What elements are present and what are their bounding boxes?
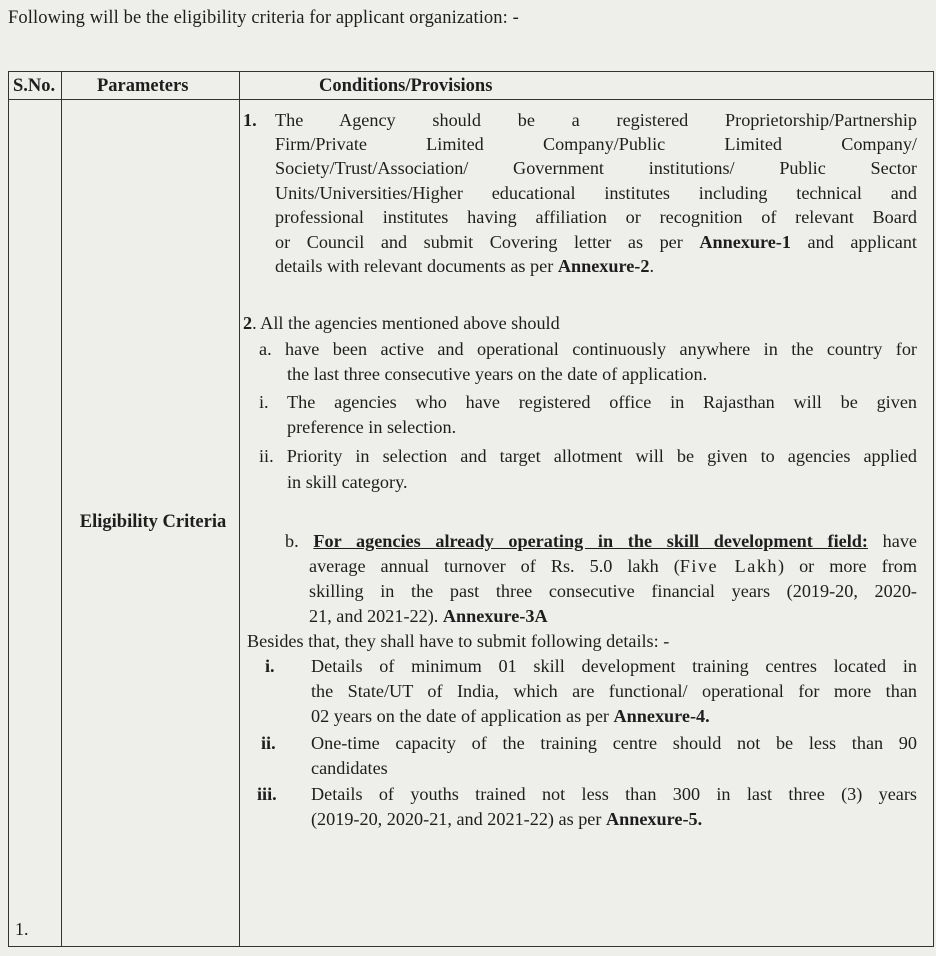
column-divider [239,72,240,946]
item-2ii-line: in skill category. [287,472,408,492]
detail-1-line: Details of minimum 01 skill development training centres located in [311,656,917,676]
item-2ii-line: ii. Priority in selection and target allotment will be given to agencies applied [259,446,917,466]
item-2a-line: a. have been active and operational continuously anywhere in the country for [259,339,917,359]
detail-2-line: candidates [311,758,388,778]
item-1-number: 1. [243,110,257,130]
annexure-ref: Annexure-3A [442,606,548,626]
row-parameter: Eligibility Criteria [79,512,227,532]
item-1-line [275,230,917,254]
text-run: details with relevant documents as per [275,256,558,276]
text-run: b. [285,531,314,551]
column-divider [61,72,62,946]
item-2b-line: skilling in the past three consecutive financial years (2019-20, 2020- [309,581,917,601]
text-run: 02 years on the date of application as per [311,706,614,726]
text-run: 21, and 2021-22). [309,606,443,626]
text-run: (2019-20, 2020-21, and 2021-22) as per [311,809,606,829]
item-1-line: The Agency should be a registered Proprietorship/Partnership [275,110,917,130]
annexure-ref: Annexure-1 [699,232,791,252]
item-1-line [275,254,654,278]
text-run: . [649,256,655,276]
detail-1-line: the State/UT of India, which are functional/ operational for more than [311,681,917,701]
item-2b-line [309,554,917,578]
detail-3-line [311,807,702,831]
item-2b-heading: For agencies already operating in the skill development field: [313,531,868,551]
annexure-ref: Annexure-4. [613,706,710,726]
annexure-ref: Annexure-5. [605,809,703,829]
header-parameters: Parameters [97,76,189,96]
annexure-ref: Annexure-2 [557,256,650,276]
text-run: average annual turnover of Rs. 5.0 lakh ( [309,556,680,576]
item-1-line: Society/Trust/Association/ Government institutions/ Public Sector [275,158,917,178]
header-divider [9,99,933,100]
item-1-line: Firm/Private Limited Company/Public Limited Company/ [275,134,917,154]
text-run: ) or more from [778,556,918,576]
text-run: . All the agencies mentioned above should [252,313,560,333]
intro-text: Following will be the eligibility criteria for applicant organization: - [8,8,519,28]
row-sno: 1. [15,919,29,939]
item-2-number: 2 [243,313,253,333]
detail-1-number: i. [265,656,275,676]
text-run: or Council and submit Covering letter as per [275,232,700,252]
detail-2-number: ii. [261,733,276,753]
item-2b-line [285,529,917,553]
text-run: and applicant [790,232,917,252]
item-2a-line: the last three consecutive years on the date of application. [287,364,708,384]
header-sno: S.No. [13,76,56,96]
text-run: have [867,531,918,551]
item-1-line: professional institutes having affiliation or recognition of relevant Board [275,207,917,227]
besides-text: Besides that, they shall have to submit following details: - [247,631,670,651]
item-2i-line: preference in selection. [287,417,457,437]
detail-3-number: iii. [257,784,277,804]
item-2-lead [243,311,560,335]
text-run: Five Lakh [679,556,779,576]
header-conditions: Conditions/Provisions [319,76,493,96]
detail-2-line: One-time capacity of the training centre should not be less than 90 [311,733,917,753]
eligibility-table [8,71,934,947]
item-1-line: Units/Universities/Higher educational institutes including technical and [275,183,917,203]
item-2i-line: i. The agencies who have registered office in Rajasthan will be given [259,392,917,412]
detail-3-line: Details of youths trained not less than 300 in last three (3) years [311,784,917,804]
detail-1-line [311,704,710,728]
item-2b-line [309,604,548,628]
